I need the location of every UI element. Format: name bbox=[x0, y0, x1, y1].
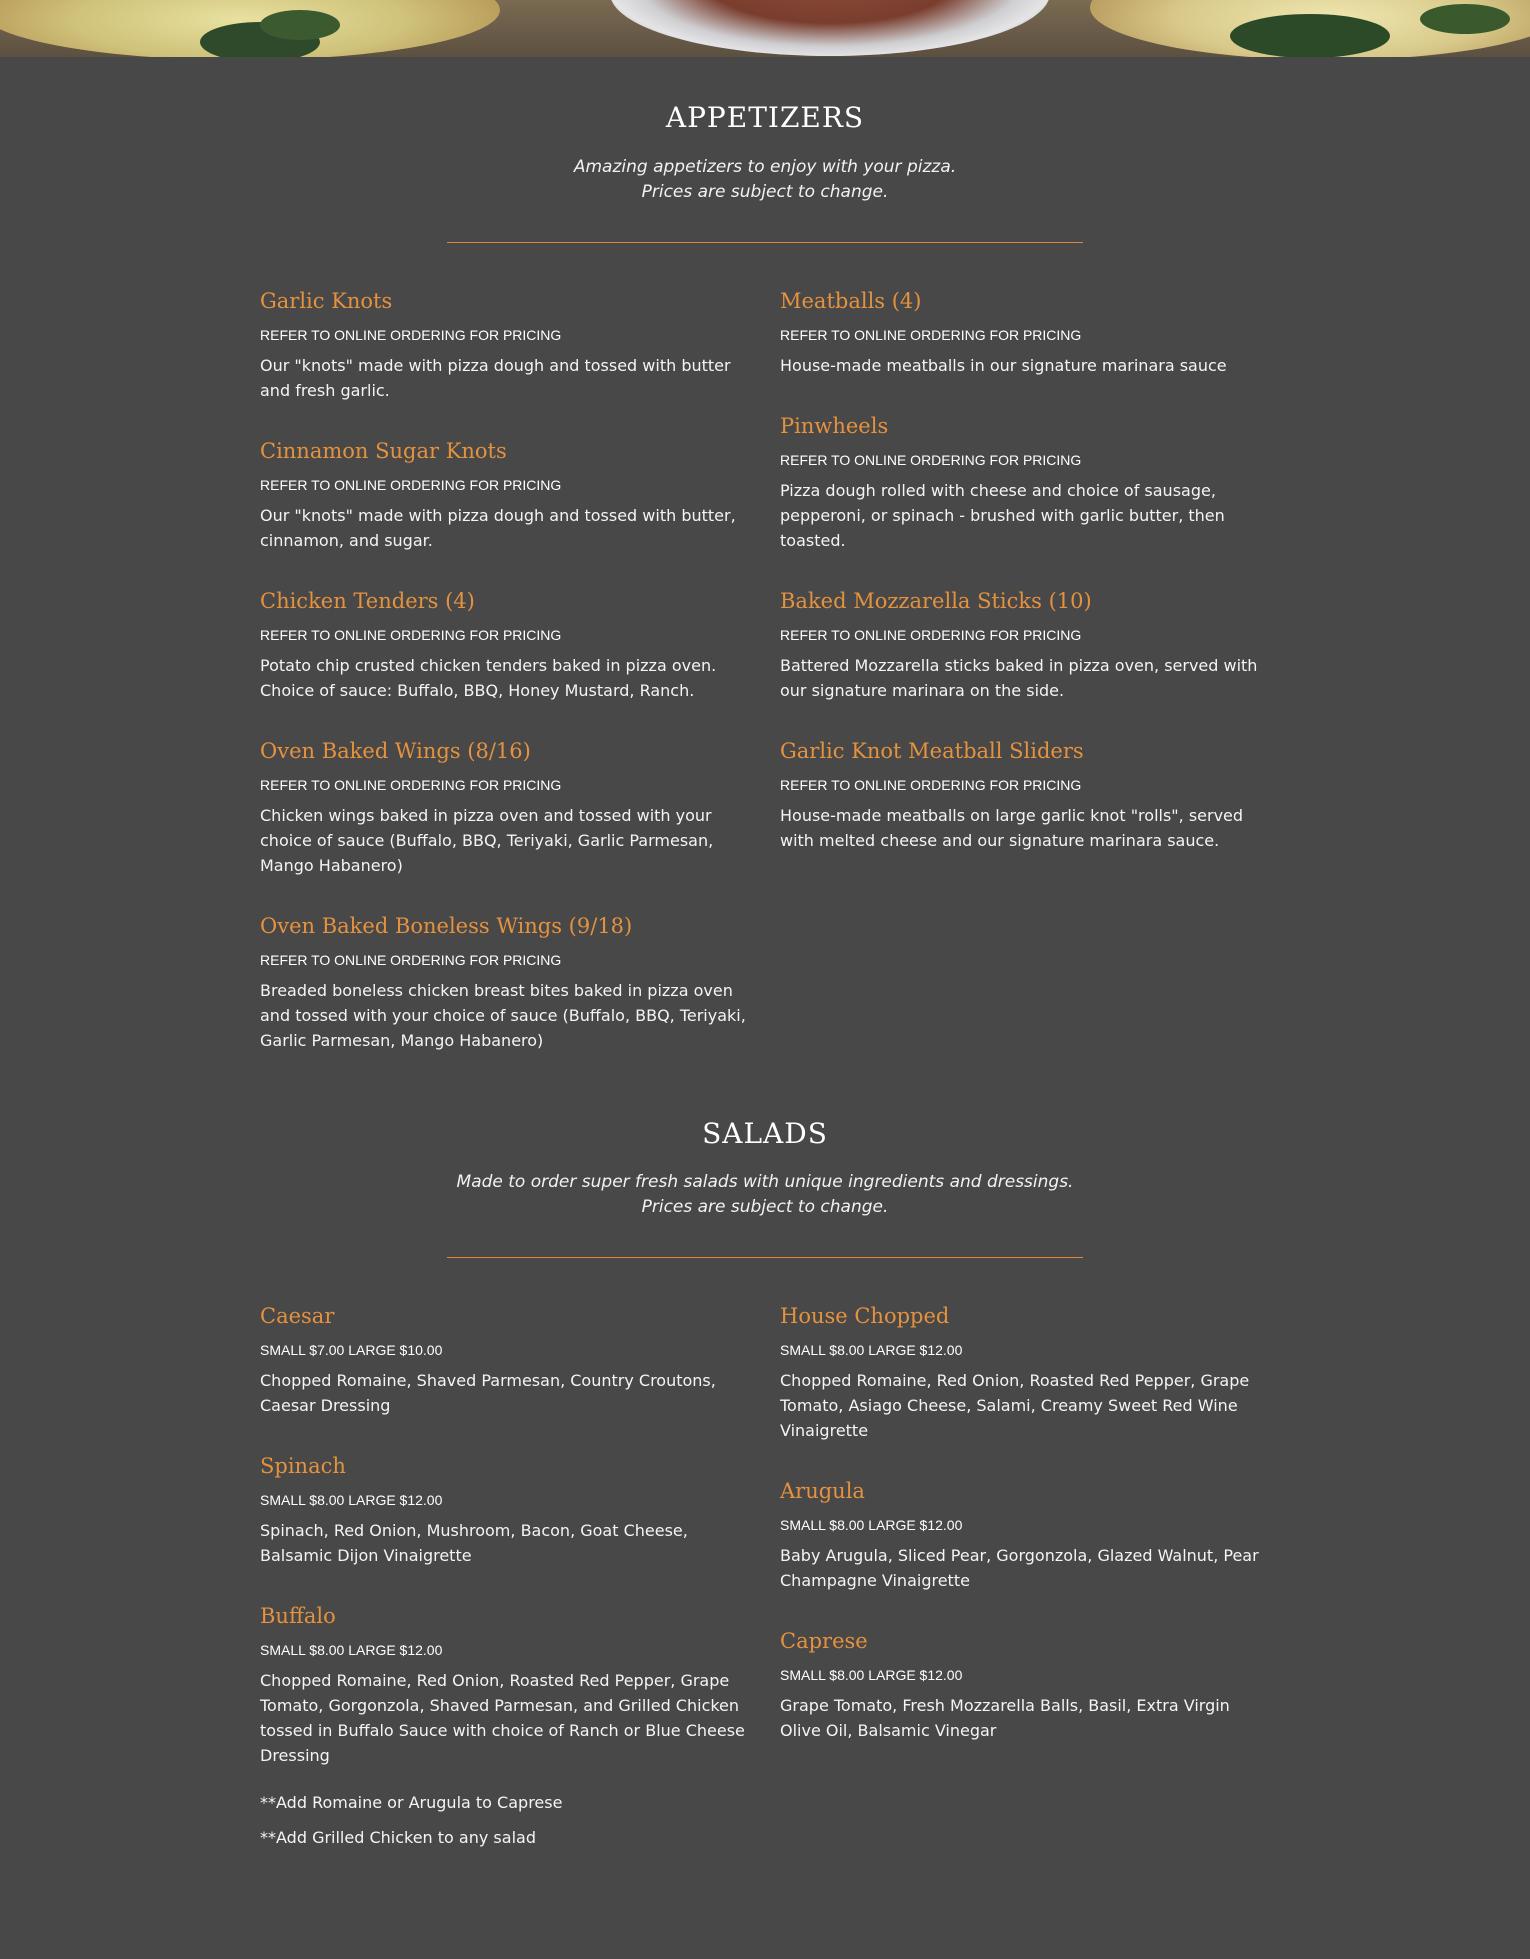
menu-item bbox=[260, 1302, 750, 1418]
menu-item bbox=[780, 1627, 1270, 1743]
menu-item bbox=[260, 737, 750, 878]
menu-item-name: Spinach bbox=[260, 1454, 346, 1479]
menu-item bbox=[260, 1452, 750, 1568]
section-title: APPETIZERS bbox=[665, 101, 865, 134]
section-description: Made to order super fresh salads with unique ingredients and dressings. Prices are subject to change. bbox=[456, 1172, 1074, 1218]
menu-item bbox=[780, 412, 1270, 553]
salad-note: **Add Grilled Chicken to any salad bbox=[260, 1828, 536, 1848]
appetizers-section bbox=[215, 57, 1315, 1087]
menu-item-name: Oven Baked Boneless Wings (9/18) bbox=[260, 913, 633, 938]
menu-item-price: REFER TO ONLINE ORDERING FOR PRICING bbox=[780, 626, 1082, 643]
menu-item-description: Chopped Romaine, Red Onion, Roasted Red Pepper, Grape Tomato, Gorgonzola, Shaved Parmesan, and Grilled Chicken tossed in Buffalo Sauce with choice of Ranch or Blue Cheese Dressing bbox=[260, 1671, 745, 1766]
menu-item bbox=[780, 287, 1270, 378]
menu-item-price: SMALL $8.00 LARGE $12.00 bbox=[260, 1642, 443, 1659]
menu-item-description: Spinach, Red Onion, Mushroom, Bacon, Goat Cheese, Balsamic Dijon Vinaigrette bbox=[260, 1521, 688, 1566]
appetizers-header bbox=[215, 57, 1315, 243]
menu-item-price: REFER TO ONLINE ORDERING FOR PRICING bbox=[260, 626, 562, 643]
menu-item-name: Pinwheels bbox=[780, 413, 889, 438]
section-divider bbox=[447, 242, 1083, 243]
menu-column-left bbox=[260, 287, 750, 1087]
menu-item-description: Breaded boneless chicken breast bites baked in pizza oven and tossed with your choice of sauce (Buffalo, BBQ, Teriyaki, Garlic Parmesan, Mango Habanero) bbox=[260, 980, 746, 1050]
menu-item bbox=[780, 1302, 1270, 1443]
menu-item-description: Pizza dough rolled with cheese and choice of sausage, pepperoni, or spinach - brushed with garlic butter, then toasted. bbox=[780, 480, 1225, 550]
menu-item-name: Buffalo bbox=[260, 1604, 336, 1629]
salad-note: **Add Romaine or Arugula to Caprese bbox=[260, 1793, 563, 1813]
menu-item-name: Cinnamon Sugar Knots bbox=[260, 438, 507, 463]
menu-item bbox=[260, 587, 750, 703]
hero-banner-image bbox=[0, 0, 1530, 57]
menu-item-description: Grape Tomato, Fresh Mozzarella Balls, Basil, Extra Virgin Olive Oil, Balsamic Vinegar bbox=[780, 1696, 1230, 1741]
menu-column-right bbox=[780, 287, 1270, 1087]
menu-item bbox=[260, 912, 750, 1053]
menu-item-name: House Chopped bbox=[780, 1304, 950, 1329]
menu-item-price: SMALL $8.00 LARGE $12.00 bbox=[780, 1517, 963, 1534]
menu-item-description: Battered Mozzarella sticks baked in pizza oven, served with our signature marinara on the side. bbox=[780, 655, 1258, 700]
menu-column-right bbox=[780, 1302, 1270, 1850]
menu-item-name: Garlic Knot Meatball Sliders bbox=[780, 738, 1084, 763]
menu-item-description: Baby Arugula, Sliced Pear, Gorgonzola, Glazed Walnut, Pear Champagne Vinaigrette bbox=[780, 1546, 1259, 1591]
menu-item bbox=[260, 437, 750, 553]
salads-section bbox=[215, 1087, 1315, 1851]
menu-item-price: REFER TO ONLINE ORDERING FOR PRICING bbox=[260, 776, 562, 793]
menu-item bbox=[780, 1477, 1270, 1593]
menu-item-description: Potato chip crusted chicken tenders baked in pizza oven. Choice of sauce: Buffalo, BBQ, Honey Mustard, Ranch. bbox=[260, 655, 717, 700]
menu-item bbox=[260, 287, 750, 403]
menu-item-description: Our "knots" made with pizza dough and tossed with butter, cinnamon, and sugar. bbox=[260, 505, 736, 550]
salads-header bbox=[215, 1087, 1315, 1259]
menu-item-description: House-made meatballs in our signature marinara sauce bbox=[780, 355, 1227, 375]
menu-item-description: Chopped Romaine, Red Onion, Roasted Red Pepper, Grape Tomato, Asiago Cheese, Salami, Creamy Sweet Red Wine Vinaigrette bbox=[780, 1371, 1250, 1441]
menu-item-price: REFER TO ONLINE ORDERING FOR PRICING bbox=[260, 951, 562, 968]
menu-column-left bbox=[260, 1302, 750, 1850]
menu-item bbox=[780, 737, 1270, 853]
menu-item-name: Arugula bbox=[780, 1479, 865, 1504]
menu-item-price: SMALL $8.00 LARGE $12.00 bbox=[780, 1342, 963, 1359]
appetizers-menu-grid bbox=[215, 287, 1315, 1087]
menu-item bbox=[780, 587, 1270, 703]
menu-item-price: REFER TO ONLINE ORDERING FOR PRICING bbox=[260, 326, 562, 343]
menu-item bbox=[260, 1602, 750, 1768]
menu-item-price: REFER TO ONLINE ORDERING FOR PRICING bbox=[780, 776, 1082, 793]
section-description: Amazing appetizers to enjoy with your pizza. Prices are subject to change. bbox=[573, 156, 957, 202]
menu-item-price: REFER TO ONLINE ORDERING FOR PRICING bbox=[780, 326, 1082, 343]
menu-item-name: Caprese bbox=[780, 1629, 868, 1654]
menu-item-price: REFER TO ONLINE ORDERING FOR PRICING bbox=[780, 451, 1082, 468]
menu-item-name: Chicken Tenders (4) bbox=[260, 588, 475, 613]
menu-item-price: SMALL $8.00 LARGE $12.00 bbox=[260, 1492, 443, 1509]
menu-item-name: Baked Mozzarella Sticks (10) bbox=[780, 588, 1092, 613]
menu-item-name: Caesar bbox=[260, 1304, 335, 1329]
menu-item-price: SMALL $8.00 LARGE $12.00 bbox=[780, 1667, 963, 1684]
menu-item-description: House-made meatballs on large garlic knot "rolls", served with melted cheese and our signature marinara sauce. bbox=[780, 805, 1244, 850]
menu-item-name: Meatballs (4) bbox=[780, 288, 922, 313]
section-title: SALADS bbox=[702, 1116, 828, 1150]
section-divider bbox=[447, 1257, 1083, 1258]
menu-item-description: Chopped Romaine, Shaved Parmesan, Country Croutons, Caesar Dressing bbox=[260, 1371, 716, 1416]
menu-item-price: REFER TO ONLINE ORDERING FOR PRICING bbox=[260, 476, 562, 493]
menu-item-name: Garlic Knots bbox=[260, 288, 393, 313]
menu-item-price: SMALL $7.00 LARGE $10.00 bbox=[260, 1342, 443, 1359]
menu-item-name: Oven Baked Wings (8/16) bbox=[260, 738, 531, 763]
salads-menu-grid bbox=[215, 1302, 1315, 1850]
menu-item-description: Chicken wings baked in pizza oven and tossed with your choice of sauce (Buffalo, BBQ, Teriyaki, Garlic Parmesan, Mango Habanero) bbox=[260, 805, 714, 875]
menu-item-description: Our "knots" made with pizza dough and tossed with butter and fresh garlic. bbox=[260, 355, 731, 400]
